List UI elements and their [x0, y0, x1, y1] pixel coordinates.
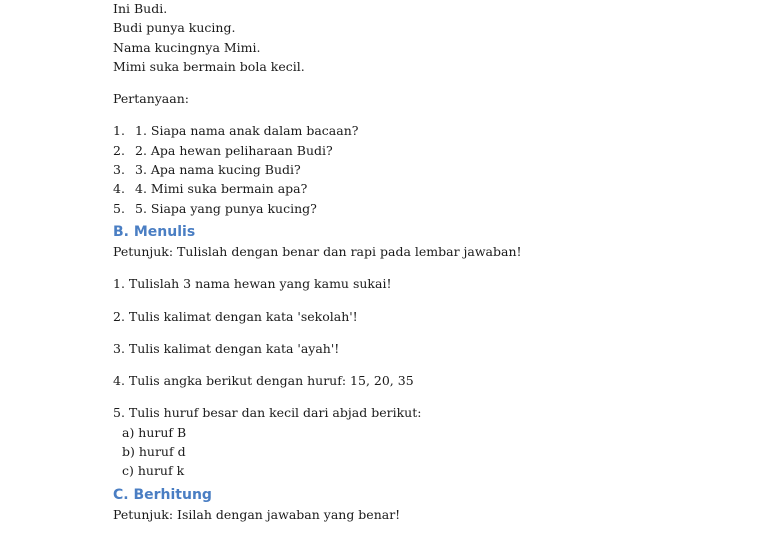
question-item	[113, 179, 733, 198]
task-subitem-list	[113, 423, 733, 481]
question-item	[113, 141, 733, 160]
question-number: 5.	[113, 200, 125, 216]
task-item: 2. Tulis kalimat dengan kata 'sekolah'!	[113, 308, 358, 324]
question-item	[113, 199, 733, 218]
document-page	[113, 0, 733, 524]
reading-line: Mimi suka bermain bola kecil.	[113, 58, 305, 74]
task-subitem: b) huruf d	[122, 444, 186, 460]
question-text: 4. Mimi suka bermain apa?	[135, 181, 308, 197]
reading-line: Nama kucingnya Mimi.	[113, 39, 261, 55]
question-number: 2.	[113, 142, 125, 158]
task-item: 4. Tulis angka berikut dengan huruf: 15, 20, 35	[113, 373, 414, 389]
questions-label: Pertanyaan:	[113, 91, 189, 107]
question-text: 2. Apa hewan peliharaan Budi?	[135, 142, 333, 158]
reading-line: Ini Budi.	[113, 1, 168, 16]
task-item: 3. Tulis kalimat dengan kata 'ayah'!	[113, 340, 340, 356]
question-item	[113, 121, 733, 140]
question-list	[113, 121, 733, 217]
question-item	[113, 160, 733, 179]
section-b-instruction: Petunjuk: Tulislah dengan benar dan rapi pada lembar jawaban!	[113, 243, 522, 259]
question-number: 1.	[113, 123, 125, 139]
reading-passage	[113, 0, 733, 76]
section-c-heading: C. Berhitung	[113, 486, 212, 503]
question-number: 3.	[113, 162, 125, 178]
section-b-heading: B. Menulis	[113, 223, 196, 240]
question-text: 5. Siapa yang punya kucing?	[135, 200, 317, 216]
task-subitem: a) huruf B	[122, 424, 187, 440]
task-item: 5. Tulis huruf besar dan kecil dari abjad berikut:	[113, 405, 422, 421]
task-subitem: c) huruf k	[122, 463, 185, 479]
question-text: 3. Apa nama kucing Budi?	[135, 162, 301, 178]
reading-line: Budi punya kucing.	[113, 20, 236, 36]
task-item: 1. Tulislah 3 nama hewan yang kamu sukai!	[113, 276, 392, 292]
question-text: 1. Siapa nama anak dalam bacaan?	[135, 123, 359, 139]
question-number: 4.	[113, 181, 125, 197]
section-c-instruction: Petunjuk: Isilah dengan jawaban yang benar!	[113, 506, 401, 522]
